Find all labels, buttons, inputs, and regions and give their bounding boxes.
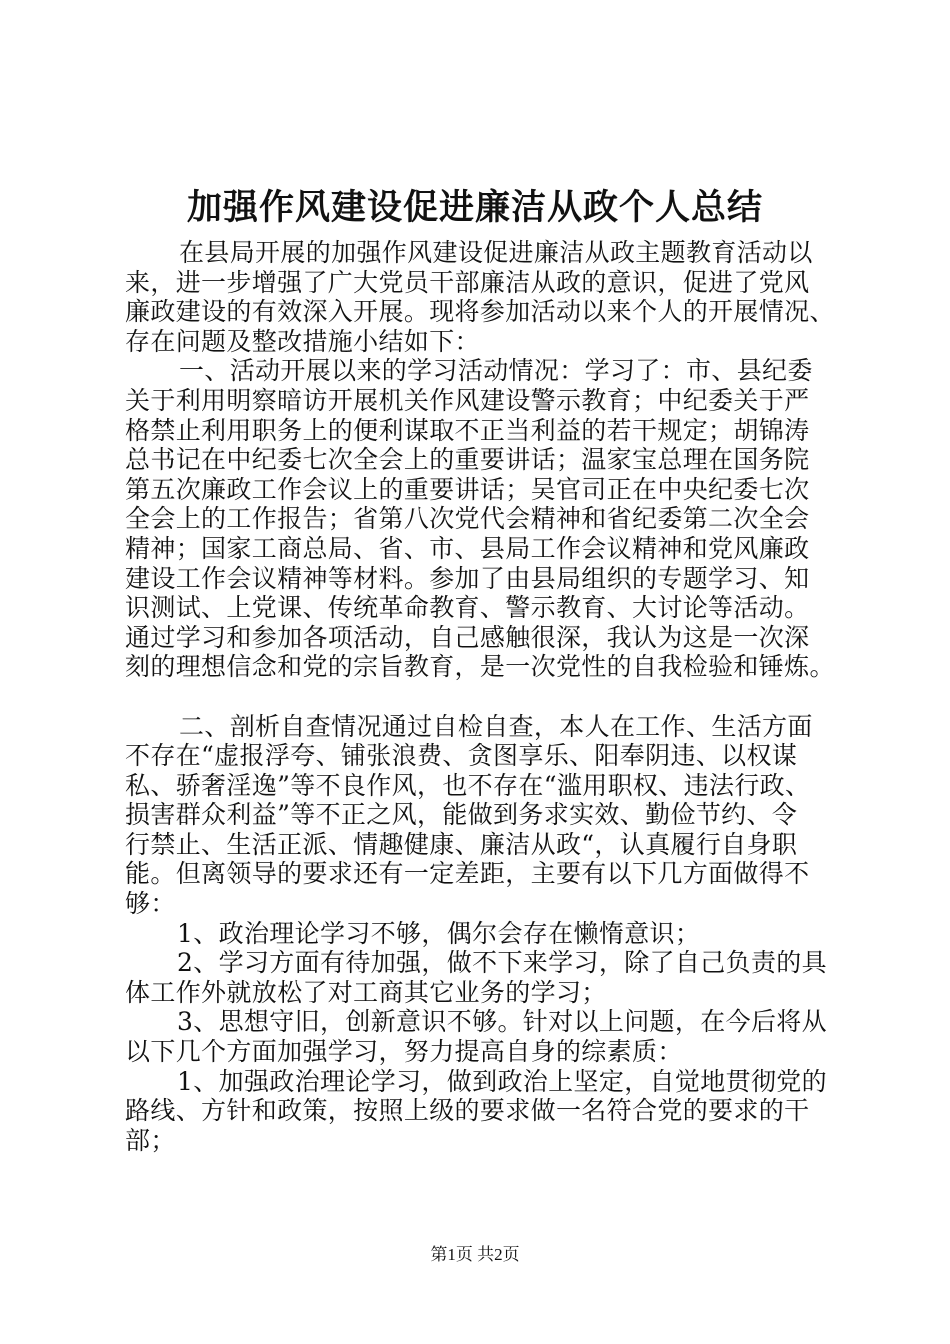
body-line: 通过学习和参加各项活动，自己感触很深，我认为这是一次深 <box>125 622 810 652</box>
page-footer: 第1页 共2页 <box>430 1245 520 1264</box>
body-line: 3、思想守旧，创新意识不够。针对以上问题，在今后将从 <box>177 1007 828 1037</box>
body-line: 格禁止利用职务上的便利谋取不正当利益的若干规定；胡锦涛 <box>125 415 810 445</box>
body-line: 精神；国家工商总局、省、市、县局工作会议精神和党风廉政 <box>125 533 810 563</box>
body-line: 体工作外就放松了对工商其它业务的学习； <box>125 977 607 1007</box>
body-line: 行禁止、生活正派、情趣健康、廉洁从政“，认真履行自身职 <box>125 829 798 859</box>
body-line: 够： <box>125 889 176 919</box>
document-body <box>125 238 835 1155</box>
body-line: 识测试、上党课、传统革命教育、警示教育、大讨论等活动。 <box>125 593 810 623</box>
body-line: 第五次廉政工作会议上的重要讲话；吴官司正在中央纪委七次 <box>125 474 810 504</box>
body-line: 关于利用明察暗访开展机关作风建设警示教育；中纪委关于严 <box>125 385 810 415</box>
body-line: 二、剖析自查情况通过自检自查，本人在工作、生活方面 <box>179 711 813 741</box>
body-line: 损害群众利益”等不正之风，能做到务求实效、勤俭节约、令 <box>125 800 798 830</box>
body-line: 在县局开展的加强作风建设促进廉洁从政主题教育活动以 <box>179 238 813 267</box>
body-line: 总书记在中纪委七次全会上的重要讲话；温家宝总理在国务院 <box>125 445 810 475</box>
body-line: 2、学习方面有待加强，做不下来学习，除了自己负责的具 <box>177 948 828 978</box>
body-line: 全会上的工作报告；省第八次党代会精神和省纪委第二次全会 <box>125 504 810 534</box>
body-line: 能。但离领导的要求还有一定差距，主要有以下几方面做得不 <box>125 859 810 889</box>
paragraph-gap <box>125 682 835 712</box>
body-line: 存在问题及整改措施小结如下： <box>125 326 480 356</box>
body-line: 廉政建设的有效深入开展。现将参加活动以来个人的开展情况、 <box>125 297 835 327</box>
body-line: 建设工作会议精神等材料。参加了由县局组织的专题学习、知 <box>125 563 810 593</box>
body-line: 1、加强政治理论学习，做到政治上坚定，自觉地贯彻党的 <box>177 1066 828 1096</box>
body-line: 刻的理想信念和党的宗旨教育，是一次党性的自我检验和锤炼。 <box>125 652 835 682</box>
body-line: 部； <box>125 1125 176 1155</box>
body-line: 来，进一步增强了广大党员干部廉洁从政的意识，促进了党风 <box>125 267 810 297</box>
document-title: 加强作风建设促进廉洁从政个人总结 <box>186 187 763 228</box>
body-line: 1、政治理论学习不够，偶尔会存在懒惰意识； <box>177 918 701 948</box>
body-line: 私、骄奢淫逸”等不良作风，也不存在“滥用职权、违法行政、 <box>125 770 811 800</box>
body-line: 一、活动开展以来的学习活动情况：学习了：市、县纪委 <box>179 356 813 386</box>
body-line: 路线、方针和政策，按照上级的要求做一名符合党的要求的干 <box>125 1096 810 1126</box>
body-line: 不存在“虚报浮夸、铺张浪费、贪图享乐、阳奉阴违、以权谋 <box>125 741 798 771</box>
body-line: 以下几个方面加强学习，努力提高自身的综素质： <box>125 1037 683 1067</box>
